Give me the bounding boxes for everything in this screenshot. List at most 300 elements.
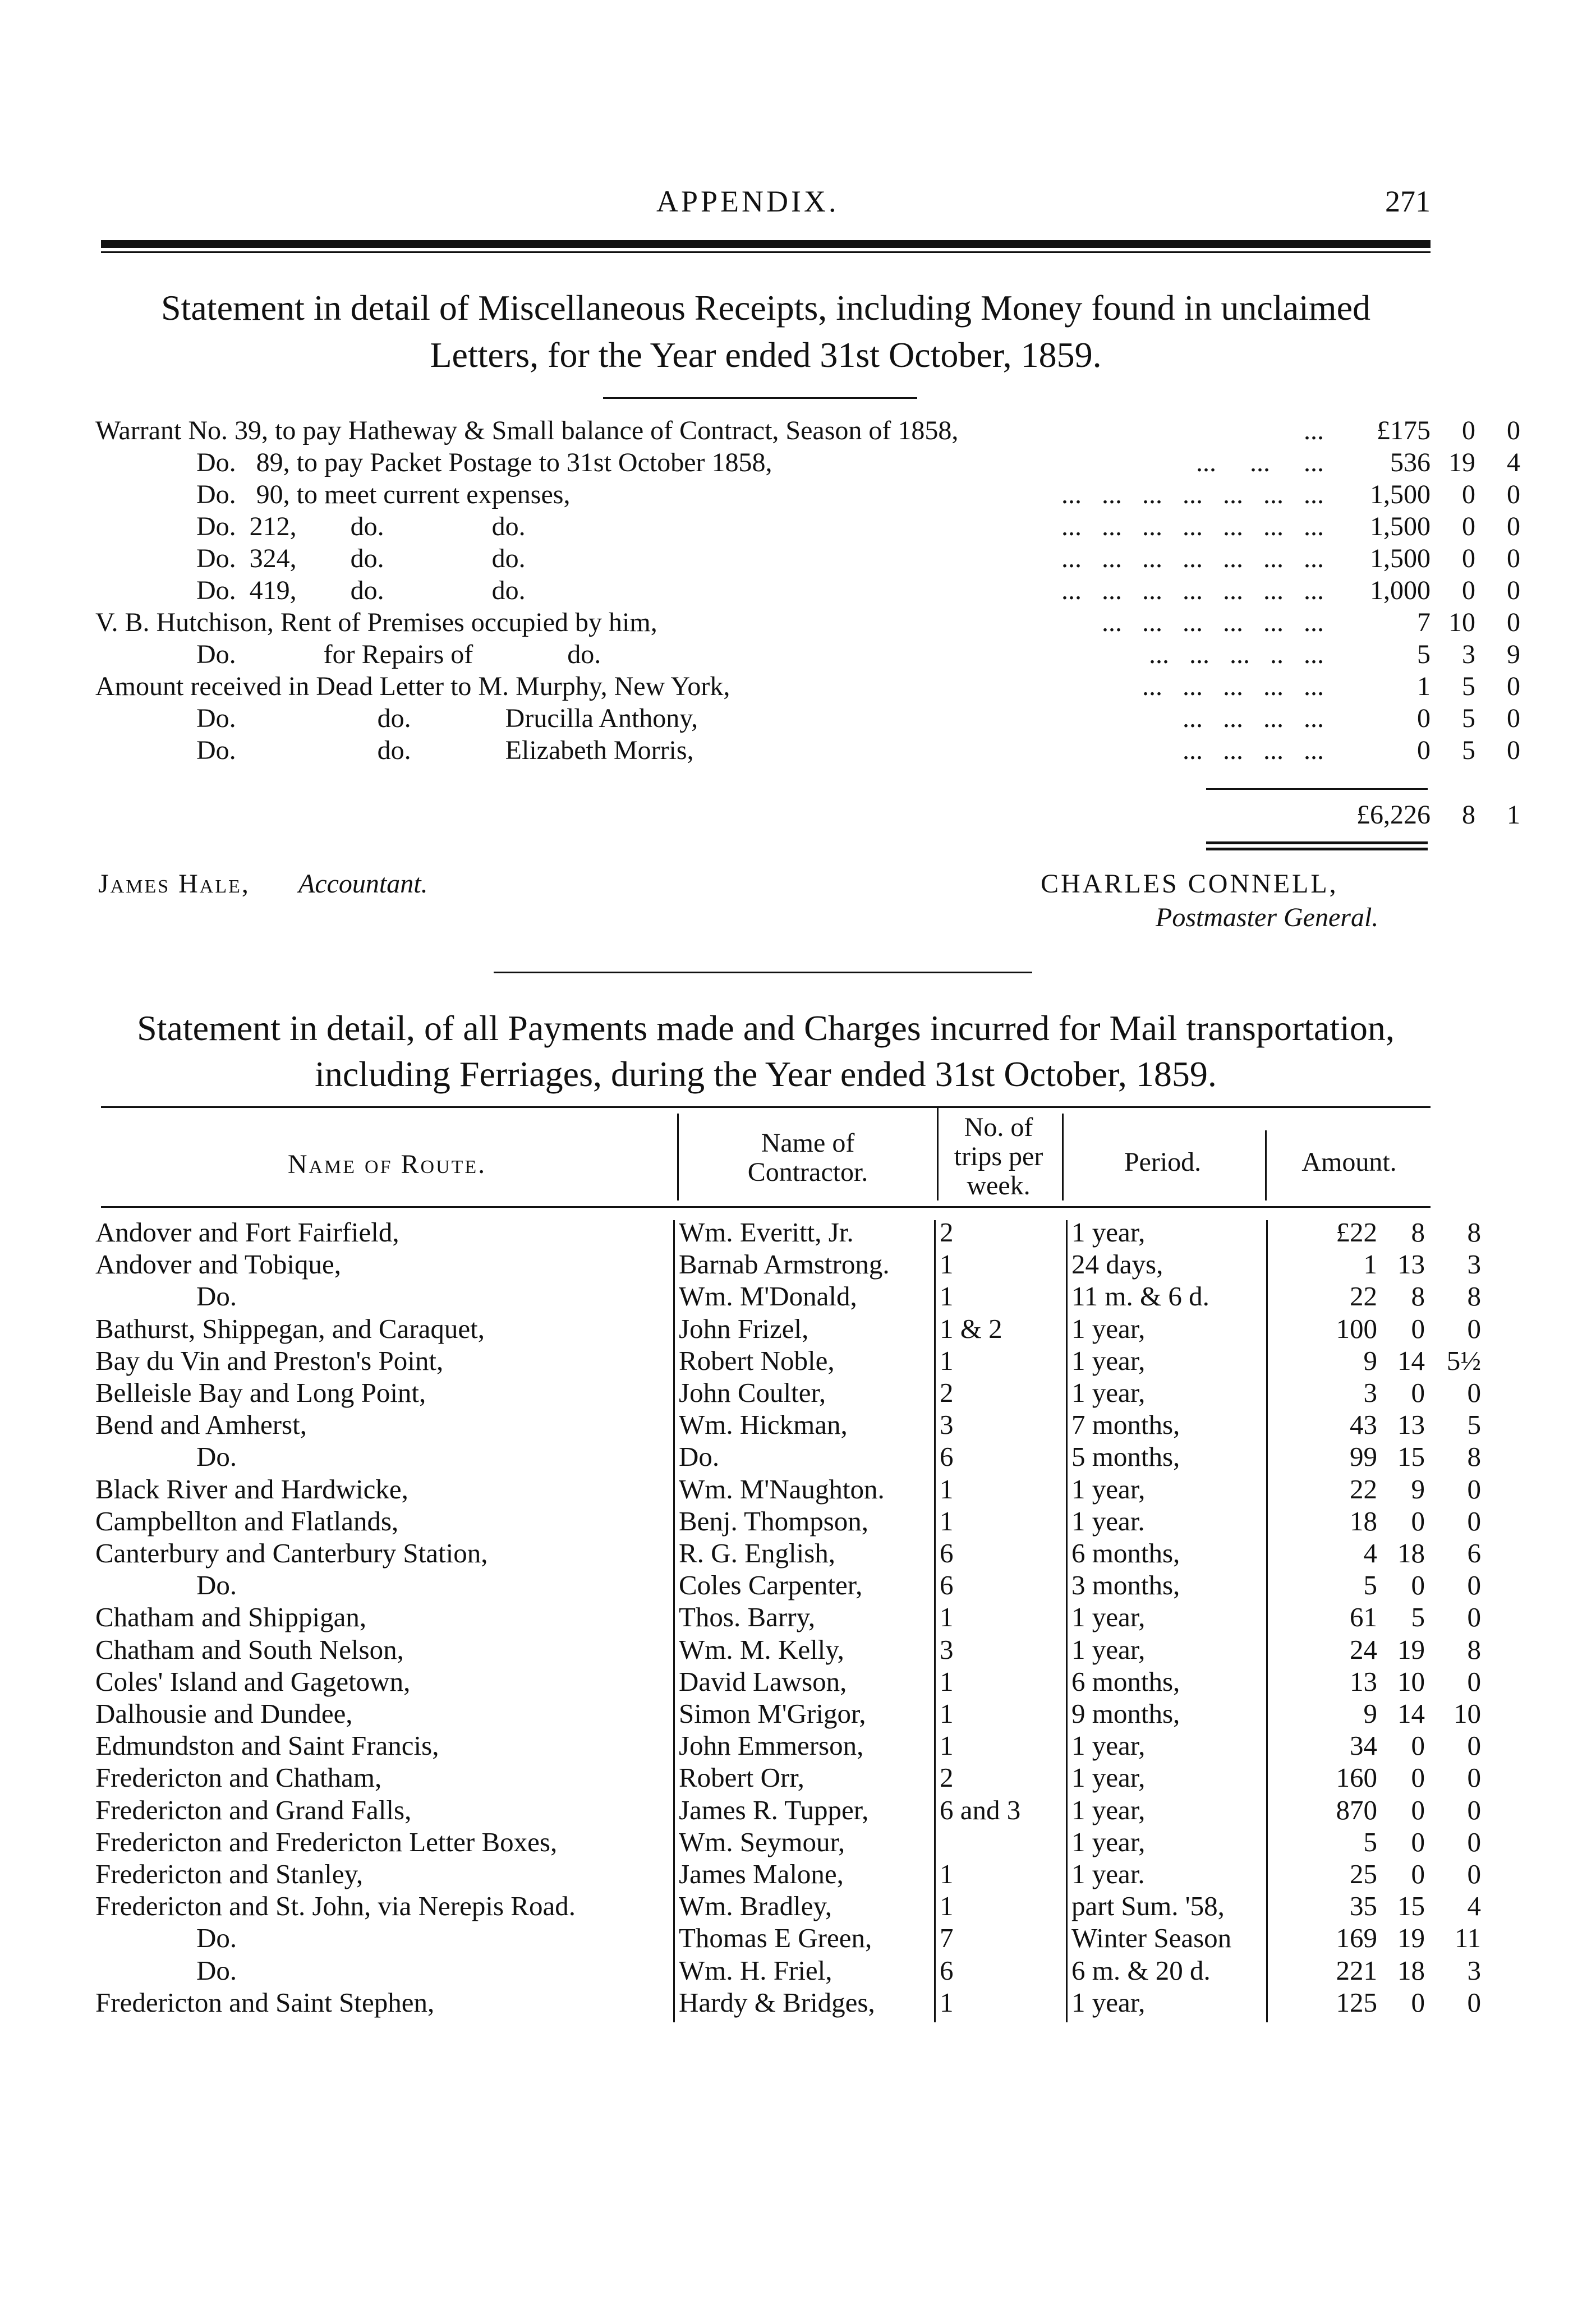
contractor-cell: Wm. H. Friel,: [679, 1954, 833, 1986]
receipt-leader: ... ... ... ...: [1183, 703, 1324, 733]
amount-shillings-cell: 8: [1411, 1217, 1425, 1248]
route-cell: Chatham and South Nelson,: [95, 1634, 404, 1665]
receipt-leader: ... ... ... .. ...: [1149, 640, 1324, 669]
amount-pounds-cell: 18: [1350, 1505, 1377, 1537]
receipt-pence: 0: [1507, 671, 1520, 701]
trips-cell: 1: [940, 1986, 954, 2018]
contractor-cell: Robert Noble,: [679, 1345, 835, 1376]
period-cell: 1 year.: [1071, 1505, 1145, 1537]
amount-shillings-cell: 8: [1411, 1281, 1425, 1312]
amount-pounds-cell: 5: [1363, 1570, 1377, 1601]
trips-cell: 2: [940, 1762, 954, 1793]
header-rule-thin: [101, 251, 1431, 253]
receipt-shillings: 19: [1448, 448, 1475, 477]
route-cell: Andover and Tobique,: [95, 1249, 341, 1280]
amount-shillings-cell: 18: [1397, 1954, 1425, 1986]
table-row: [95, 1216, 1481, 1249]
receipt-pounds: 0: [1417, 735, 1431, 765]
receipt-pounds: 1,500: [1370, 512, 1431, 541]
amount-pounds-cell: 34: [1350, 1730, 1377, 1761]
period-cell: 1 year,: [1071, 1313, 1146, 1344]
amount-pence-cell: 8: [1467, 1217, 1481, 1248]
column-header-period: Period.: [1124, 1147, 1202, 1177]
period-cell: 1 year,: [1071, 1377, 1146, 1408]
period-cell: 1 year,: [1071, 1345, 1146, 1376]
trips-cell: 2: [940, 1377, 954, 1408]
contractor-cell: Wm. Hickman,: [679, 1409, 848, 1441]
contractor-cell: Simon M'Grigor,: [679, 1698, 866, 1729]
amount-shillings-cell: 0: [1411, 1794, 1425, 1825]
amount-shillings-cell: 13: [1397, 1249, 1425, 1280]
header-separator-2: [937, 1108, 939, 1200]
amount-shillings-cell: 19: [1397, 1634, 1425, 1665]
receipt-pence: 0: [1507, 416, 1520, 445]
trips-cell: 1: [940, 1859, 954, 1889]
total-rule-double-1: [1206, 841, 1428, 844]
total-shillings: 8: [1462, 800, 1475, 830]
amount-shillings-cell: 0: [1411, 1377, 1425, 1408]
amount-pence-cell: 0: [1467, 1762, 1481, 1793]
amount-pounds-cell: 35: [1350, 1890, 1377, 1922]
contractor-cell: Wm. M. Kelly,: [679, 1634, 844, 1665]
table-row: [95, 1666, 1481, 1698]
receipt-label: Do. 90, to meet current expenses,: [196, 480, 571, 509]
receipt-row: [95, 703, 1520, 734]
contractor-cell: John Frizel,: [679, 1313, 809, 1344]
period-cell: part Sum. '58,: [1071, 1890, 1225, 1922]
trips-cell: 1: [940, 1602, 954, 1633]
table-row: [95, 1441, 1481, 1473]
table-row: [95, 1313, 1481, 1345]
total-pence: 1: [1507, 800, 1520, 830]
contractor-cell: Benj. Thompson,: [679, 1505, 869, 1537]
receipt-leader: ... ... ...: [1196, 448, 1324, 477]
contractor-cell: Thomas E Green,: [679, 1922, 872, 1954]
trips-cell: 1 & 2: [940, 1313, 1002, 1344]
receipts-title-line2: Letters, for the Year ended 31st October, 1859.: [430, 335, 1102, 375]
table-row: [95, 1377, 1481, 1409]
period-cell: Winter Season: [1071, 1922, 1232, 1954]
trips-cell: 1: [940, 1698, 954, 1729]
amount-shillings-cell: 0: [1411, 1570, 1425, 1601]
contractor-cell: Wm. M'Donald,: [679, 1281, 857, 1312]
accountant-title: Accountant.: [298, 869, 428, 899]
payments-title-line2: including Ferriages, during the Year ended 31st October, 1859.: [315, 1054, 1217, 1094]
amount-shillings-cell: 0: [1411, 1730, 1425, 1761]
receipt-pence: 0: [1507, 544, 1520, 573]
receipt-row: [95, 543, 1520, 574]
receipt-pence: 9: [1507, 640, 1520, 669]
column-header-contractor-1: Name of: [761, 1128, 855, 1158]
amount-pounds-cell: 13: [1350, 1666, 1377, 1697]
route-cell: Dalhousie and Dundee,: [95, 1698, 353, 1729]
table-row: [95, 1569, 1481, 1602]
period-cell: 1 year,: [1071, 1473, 1146, 1505]
route-cell: Do.: [196, 1441, 237, 1473]
receipts-title-rule: [603, 397, 917, 399]
receipt-row: [95, 511, 1520, 542]
receipt-pence: 0: [1507, 512, 1520, 541]
receipt-shillings: 5: [1462, 735, 1475, 765]
receipt-pounds: 1,500: [1370, 480, 1431, 509]
trips-cell: 6: [940, 1441, 954, 1473]
receipts-total-row: [95, 799, 1520, 830]
amount-pounds-cell: 160: [1336, 1762, 1377, 1793]
amount-pence-cell: 0: [1467, 1570, 1481, 1601]
route-cell: Fredericton and Saint Stephen,: [95, 1986, 435, 2018]
amount-pence-cell: 4: [1467, 1890, 1481, 1922]
amount-pence-cell: 0: [1467, 1313, 1481, 1344]
amount-pence-cell: 0: [1467, 1666, 1481, 1697]
period-cell: 7 months,: [1071, 1409, 1180, 1441]
receipt-label: Do. 212, do. do.: [196, 512, 526, 541]
receipt-label: Warrant No. 39, to pay Hatheway & Small balance of Contract, Season of 1858,: [95, 416, 959, 445]
amount-pence-cell: 8: [1467, 1441, 1481, 1473]
receipt-label: Do. do. Drucilla Anthony,: [196, 703, 698, 733]
amount-pounds-cell: 9: [1363, 1345, 1377, 1376]
table-top-rule: [101, 1106, 1431, 1108]
receipt-leader: ... ... ... ... ... ... ...: [1061, 512, 1324, 541]
contractor-cell: Robert Orr,: [679, 1762, 804, 1793]
period-cell: 1 year,: [1071, 1602, 1146, 1633]
trips-cell: 1: [940, 1281, 954, 1312]
trips-cell: 2: [940, 1217, 954, 1248]
trips-cell: 3: [940, 1409, 954, 1441]
amount-pence-cell: 0: [1467, 1505, 1481, 1537]
contractor-cell: John Emmerson,: [679, 1730, 864, 1761]
section-divider: [494, 972, 1032, 973]
amount-shillings-cell: 14: [1397, 1698, 1425, 1729]
column-header-trips-2: trips per: [954, 1142, 1043, 1171]
amount-pence-cell: 11: [1454, 1922, 1481, 1954]
receipt-pounds: 7: [1417, 608, 1431, 637]
amount-pounds-cell: 5: [1363, 1826, 1377, 1857]
receipt-row: [95, 735, 1520, 766]
period-cell: 1 year,: [1071, 1217, 1146, 1248]
receipt-shillings: 5: [1462, 703, 1475, 733]
receipt-leader: ...: [1304, 416, 1324, 445]
amount-pounds-cell: 4: [1363, 1538, 1377, 1568]
receipt-pounds: £175: [1377, 416, 1431, 445]
amount-pounds-cell: 125: [1336, 1986, 1377, 2018]
route-cell: Do.: [196, 1281, 237, 1312]
table-row: [95, 1505, 1481, 1538]
contractor-cell: David Lawson,: [679, 1666, 847, 1697]
amount-pence-cell: 0: [1467, 1602, 1481, 1633]
receipt-pounds: 536: [1390, 448, 1431, 477]
table-header-rule: [101, 1206, 1431, 1208]
amount-pounds-cell: 169: [1336, 1922, 1377, 1954]
table-row: [95, 1698, 1481, 1730]
table-row: [95, 1634, 1481, 1666]
receipts-title-line1: Statement in detail of Miscellaneous Receipts, including Money found in unclaimed: [161, 288, 1370, 328]
amount-pounds-cell: 99: [1350, 1441, 1377, 1473]
receipt-leader: ... ... ... ...: [1183, 735, 1324, 765]
amount-pounds-cell: 100: [1336, 1313, 1377, 1344]
amount-shillings-cell: 0: [1411, 1859, 1425, 1889]
trips-cell: 3: [940, 1634, 954, 1665]
contractor-cell: Wm. M'Naughton.: [679, 1473, 885, 1505]
total-rule-top: [1206, 788, 1428, 790]
amount-pounds-cell: 24: [1350, 1634, 1377, 1665]
table-row: [95, 1248, 1481, 1281]
amount-pounds-cell: 221: [1336, 1954, 1377, 1986]
route-cell: Bay du Vin and Preston's Point,: [95, 1345, 444, 1376]
receipt-row: [95, 479, 1520, 510]
receipt-pence: 0: [1507, 703, 1520, 733]
header-separator-3: [1062, 1114, 1064, 1200]
amount-pounds-cell: 22: [1350, 1281, 1377, 1312]
receipt-shillings: 0: [1462, 480, 1475, 509]
column-header-amount: Amount.: [1301, 1147, 1397, 1177]
receipt-label: Do. for Repairs of do.: [196, 640, 601, 669]
amount-shillings-cell: 14: [1397, 1345, 1425, 1376]
amount-pence-cell: 8: [1467, 1634, 1481, 1665]
amount-shillings-cell: 5: [1411, 1602, 1425, 1633]
trips-cell: 6: [940, 1570, 954, 1601]
route-cell: Andover and Fort Fairfield,: [95, 1217, 399, 1248]
period-cell: 24 days,: [1071, 1249, 1163, 1280]
table-row: [95, 1537, 1481, 1570]
amount-pence-cell: 5½: [1446, 1345, 1481, 1376]
receipt-shillings: 0: [1462, 576, 1475, 605]
amount-pounds-cell: 61: [1350, 1602, 1377, 1633]
amount-pounds-cell: 25: [1350, 1859, 1377, 1889]
receipt-shillings: 0: [1462, 544, 1475, 573]
route-cell: Canterbury and Canterbury Station,: [95, 1538, 488, 1568]
amount-pounds-cell: 3: [1363, 1377, 1377, 1408]
amount-pounds-cell: 870: [1336, 1794, 1377, 1825]
trips-cell: 6: [940, 1538, 954, 1568]
period-cell: 1 year,: [1071, 1826, 1146, 1857]
column-header-contractor-2: Contractor.: [747, 1157, 868, 1187]
period-cell: 5 months,: [1071, 1441, 1180, 1473]
amount-shillings-cell: 19: [1397, 1922, 1425, 1954]
receipt-shillings: 10: [1448, 608, 1475, 637]
amount-pounds-cell: 43: [1350, 1409, 1377, 1441]
receipt-pounds: 1: [1417, 671, 1431, 701]
route-cell: Do.: [196, 1922, 237, 1954]
amount-shillings-cell: 15: [1397, 1890, 1425, 1922]
route-cell: Do.: [196, 1570, 237, 1601]
amount-pence-cell: 0: [1467, 1859, 1481, 1889]
trips-cell: 6: [940, 1954, 954, 1986]
receipt-shillings: 0: [1462, 416, 1475, 445]
route-cell: Campbellton and Flatlands,: [95, 1505, 399, 1537]
table-row: [95, 1922, 1481, 1954]
contractor-cell: John Coulter,: [679, 1377, 826, 1408]
receipt-shillings: 3: [1462, 640, 1475, 669]
receipt-row: [95, 671, 1520, 702]
receipt-pence: 0: [1507, 735, 1520, 765]
amount-shillings-cell: 10: [1397, 1666, 1425, 1697]
page-header-title: APPENDIX.: [656, 185, 839, 218]
receipt-row: [95, 607, 1520, 638]
amount-pence-cell: 0: [1467, 1826, 1481, 1857]
contractor-cell: Wm. Everitt, Jr.: [679, 1217, 854, 1248]
receipt-pounds: 5: [1417, 640, 1431, 669]
payments-title-line1: Statement in detail, of all Payments made and Charges incurred for Mail transportation,: [137, 1008, 1395, 1048]
header-separator-1: [677, 1114, 679, 1200]
trips-cell: 1: [940, 1730, 954, 1761]
route-cell: Coles' Island and Gagetown,: [95, 1666, 411, 1697]
receipt-pence: 0: [1507, 608, 1520, 637]
route-cell: Chatham and Shippigan,: [95, 1602, 367, 1633]
contractor-cell: James R. Tupper,: [679, 1794, 869, 1825]
route-cell: Belleisle Bay and Long Point,: [95, 1377, 426, 1408]
total-pounds: £6,226: [1356, 800, 1431, 830]
amount-shillings-cell: 9: [1411, 1473, 1425, 1505]
amount-pence-cell: 10: [1454, 1698, 1481, 1729]
trips-cell: 6 and 3: [940, 1794, 1021, 1825]
amount-pence-cell: 3: [1467, 1249, 1481, 1280]
amount-pence-cell: 0: [1467, 1473, 1481, 1505]
receipt-pounds: 0: [1417, 703, 1431, 733]
contractor-cell: Wm. Bradley,: [679, 1890, 833, 1922]
contractor-cell: Do.: [679, 1441, 720, 1473]
amount-shillings-cell: 0: [1411, 1313, 1425, 1344]
route-cell: Fredericton and St. John, via Nerepis Road.: [95, 1890, 576, 1922]
postmaster-title: Postmaster General.: [1156, 903, 1379, 932]
amount-pence-cell: 5: [1467, 1409, 1481, 1441]
table-row: [95, 1280, 1481, 1313]
receipt-pence: 0: [1507, 480, 1520, 509]
amount-shillings-cell: 0: [1411, 1505, 1425, 1537]
receipt-pence: 4: [1507, 448, 1520, 477]
period-cell: 1 year,: [1071, 1730, 1146, 1761]
contractor-cell: James Malone,: [679, 1859, 844, 1889]
receipt-pounds: 1,000: [1370, 576, 1431, 605]
period-cell: 1 year,: [1071, 1762, 1146, 1793]
header-rule-thick: [101, 240, 1431, 248]
receipt-leader: ... ... ... ... ... ... ...: [1061, 480, 1324, 509]
receipt-label: Do. 324, do. do.: [196, 544, 526, 573]
amount-pounds-cell: 22: [1350, 1473, 1377, 1505]
table-row: [95, 1601, 1481, 1634]
table-row: [95, 1729, 1481, 1762]
receipt-label: Do. 419, do. do.: [196, 576, 526, 605]
receipt-row: [95, 415, 1520, 446]
header-separator-4: [1265, 1130, 1267, 1200]
amount-pence-cell: 0: [1467, 1377, 1481, 1408]
column-header-route: Name of Route.: [287, 1149, 487, 1179]
table-row: [95, 1986, 1481, 2019]
amount-pounds-cell: 9: [1363, 1698, 1377, 1729]
route-cell: Do.: [196, 1954, 237, 1986]
amount-pence-cell: 0: [1467, 1730, 1481, 1761]
receipt-label: V. B. Hutchison, Rent of Premises occupied by him,: [95, 608, 657, 637]
contractor-cell: Thos. Barry,: [679, 1602, 816, 1633]
route-cell: Bend and Amherst,: [95, 1409, 307, 1441]
amount-pence-cell: 0: [1467, 1986, 1481, 2018]
trips-cell: 1: [940, 1473, 954, 1505]
route-cell: Fredericton and Grand Falls,: [95, 1794, 412, 1825]
receipt-leader: ... ... ... ... ... ...: [1102, 608, 1324, 637]
table-row: [95, 1794, 1481, 1827]
table-row: [95, 1858, 1481, 1890]
receipt-shillings: 5: [1462, 671, 1475, 701]
amount-shillings-cell: 15: [1397, 1441, 1425, 1473]
page-number: 271: [1385, 185, 1431, 218]
trips-cell: 1: [940, 1666, 954, 1697]
amount-pence-cell: 0: [1467, 1794, 1481, 1825]
contractor-cell: R. G. English,: [679, 1538, 836, 1568]
table-row: [95, 1345, 1481, 1377]
trips-cell: 1: [940, 1505, 954, 1537]
receipt-leader: ... ... ... ... ... ... ...: [1061, 544, 1324, 573]
receipt-row: [95, 639, 1520, 670]
period-cell: 6 m. & 20 d.: [1071, 1954, 1211, 1986]
period-cell: 9 months,: [1071, 1698, 1180, 1729]
amount-pence-cell: 3: [1467, 1954, 1481, 1986]
amount-shillings-cell: 18: [1397, 1538, 1425, 1568]
contractor-cell: Hardy & Bridges,: [679, 1986, 875, 2018]
receipt-label: Do. 89, to pay Packet Postage to 31st October 1858,: [196, 448, 772, 477]
amount-pounds-cell: 1: [1363, 1249, 1377, 1280]
table-row: [95, 1890, 1481, 1922]
route-cell: Black River and Hardwicke,: [95, 1473, 408, 1505]
column-header-trips-3: week.: [967, 1171, 1031, 1200]
receipt-row: [95, 575, 1520, 606]
period-cell: 3 months,: [1071, 1570, 1180, 1601]
receipt-pence: 0: [1507, 576, 1520, 605]
route-cell: Edmundston and Saint Francis,: [95, 1730, 439, 1761]
table-row: [95, 1761, 1481, 1794]
route-cell: Fredericton and Stanley,: [95, 1859, 364, 1889]
receipt-row: [95, 447, 1520, 478]
contractor-cell: Coles Carpenter,: [679, 1570, 863, 1601]
period-cell: 1 year,: [1071, 1634, 1146, 1665]
table-row: [95, 1954, 1481, 1987]
trips-cell: 7: [940, 1922, 954, 1954]
trips-cell: 1: [940, 1890, 954, 1922]
period-cell: 6 months,: [1071, 1666, 1180, 1697]
amount-pence-cell: 8: [1467, 1281, 1481, 1312]
period-cell: 6 months,: [1071, 1538, 1180, 1568]
total-rule-double-2: [1206, 848, 1428, 850]
table-row: [95, 1409, 1481, 1441]
receipt-leader: ... ... ... ... ... ... ...: [1061, 576, 1324, 605]
receipt-shillings: 0: [1462, 512, 1475, 541]
route-cell: Fredericton and Fredericton Letter Boxes,: [95, 1826, 558, 1857]
receipt-leader: ... ... ... ... ...: [1142, 671, 1324, 701]
accountant-name: James Hale,: [98, 869, 250, 899]
amount-shillings-cell: 0: [1411, 1762, 1425, 1793]
trips-cell: 1: [940, 1345, 954, 1376]
route-cell: Bathurst, Shippegan, and Caraquet,: [95, 1313, 485, 1344]
receipt-pounds: 1,500: [1370, 544, 1431, 573]
amount-pounds-cell: £22: [1336, 1217, 1377, 1248]
amount-shillings-cell: 13: [1397, 1409, 1425, 1441]
contractor-cell: Wm. Seymour,: [679, 1826, 845, 1857]
table-row: [95, 1473, 1481, 1506]
period-cell: 1 year,: [1071, 1794, 1146, 1825]
trips-cell: 1: [940, 1249, 954, 1280]
column-header-trips-1: No. of: [964, 1112, 1033, 1142]
table-row: [95, 1826, 1481, 1859]
receipt-label: Amount received in Dead Letter to M. Murphy, New York,: [95, 671, 730, 701]
period-cell: 11 m. & 6 d.: [1071, 1281, 1209, 1312]
period-cell: 1 year,: [1071, 1986, 1146, 2018]
contractor-cell: Barnab Armstrong.: [679, 1249, 890, 1280]
postmaster-name: CHARLES CONNELL,: [1041, 869, 1339, 899]
route-cell: Fredericton and Chatham,: [95, 1762, 382, 1793]
receipt-label: Do. do. Elizabeth Morris,: [196, 735, 694, 765]
amount-pence-cell: 6: [1467, 1538, 1481, 1568]
period-cell: 1 year.: [1071, 1859, 1145, 1889]
amount-shillings-cell: 0: [1411, 1826, 1425, 1857]
amount-shillings-cell: 0: [1411, 1986, 1425, 2018]
